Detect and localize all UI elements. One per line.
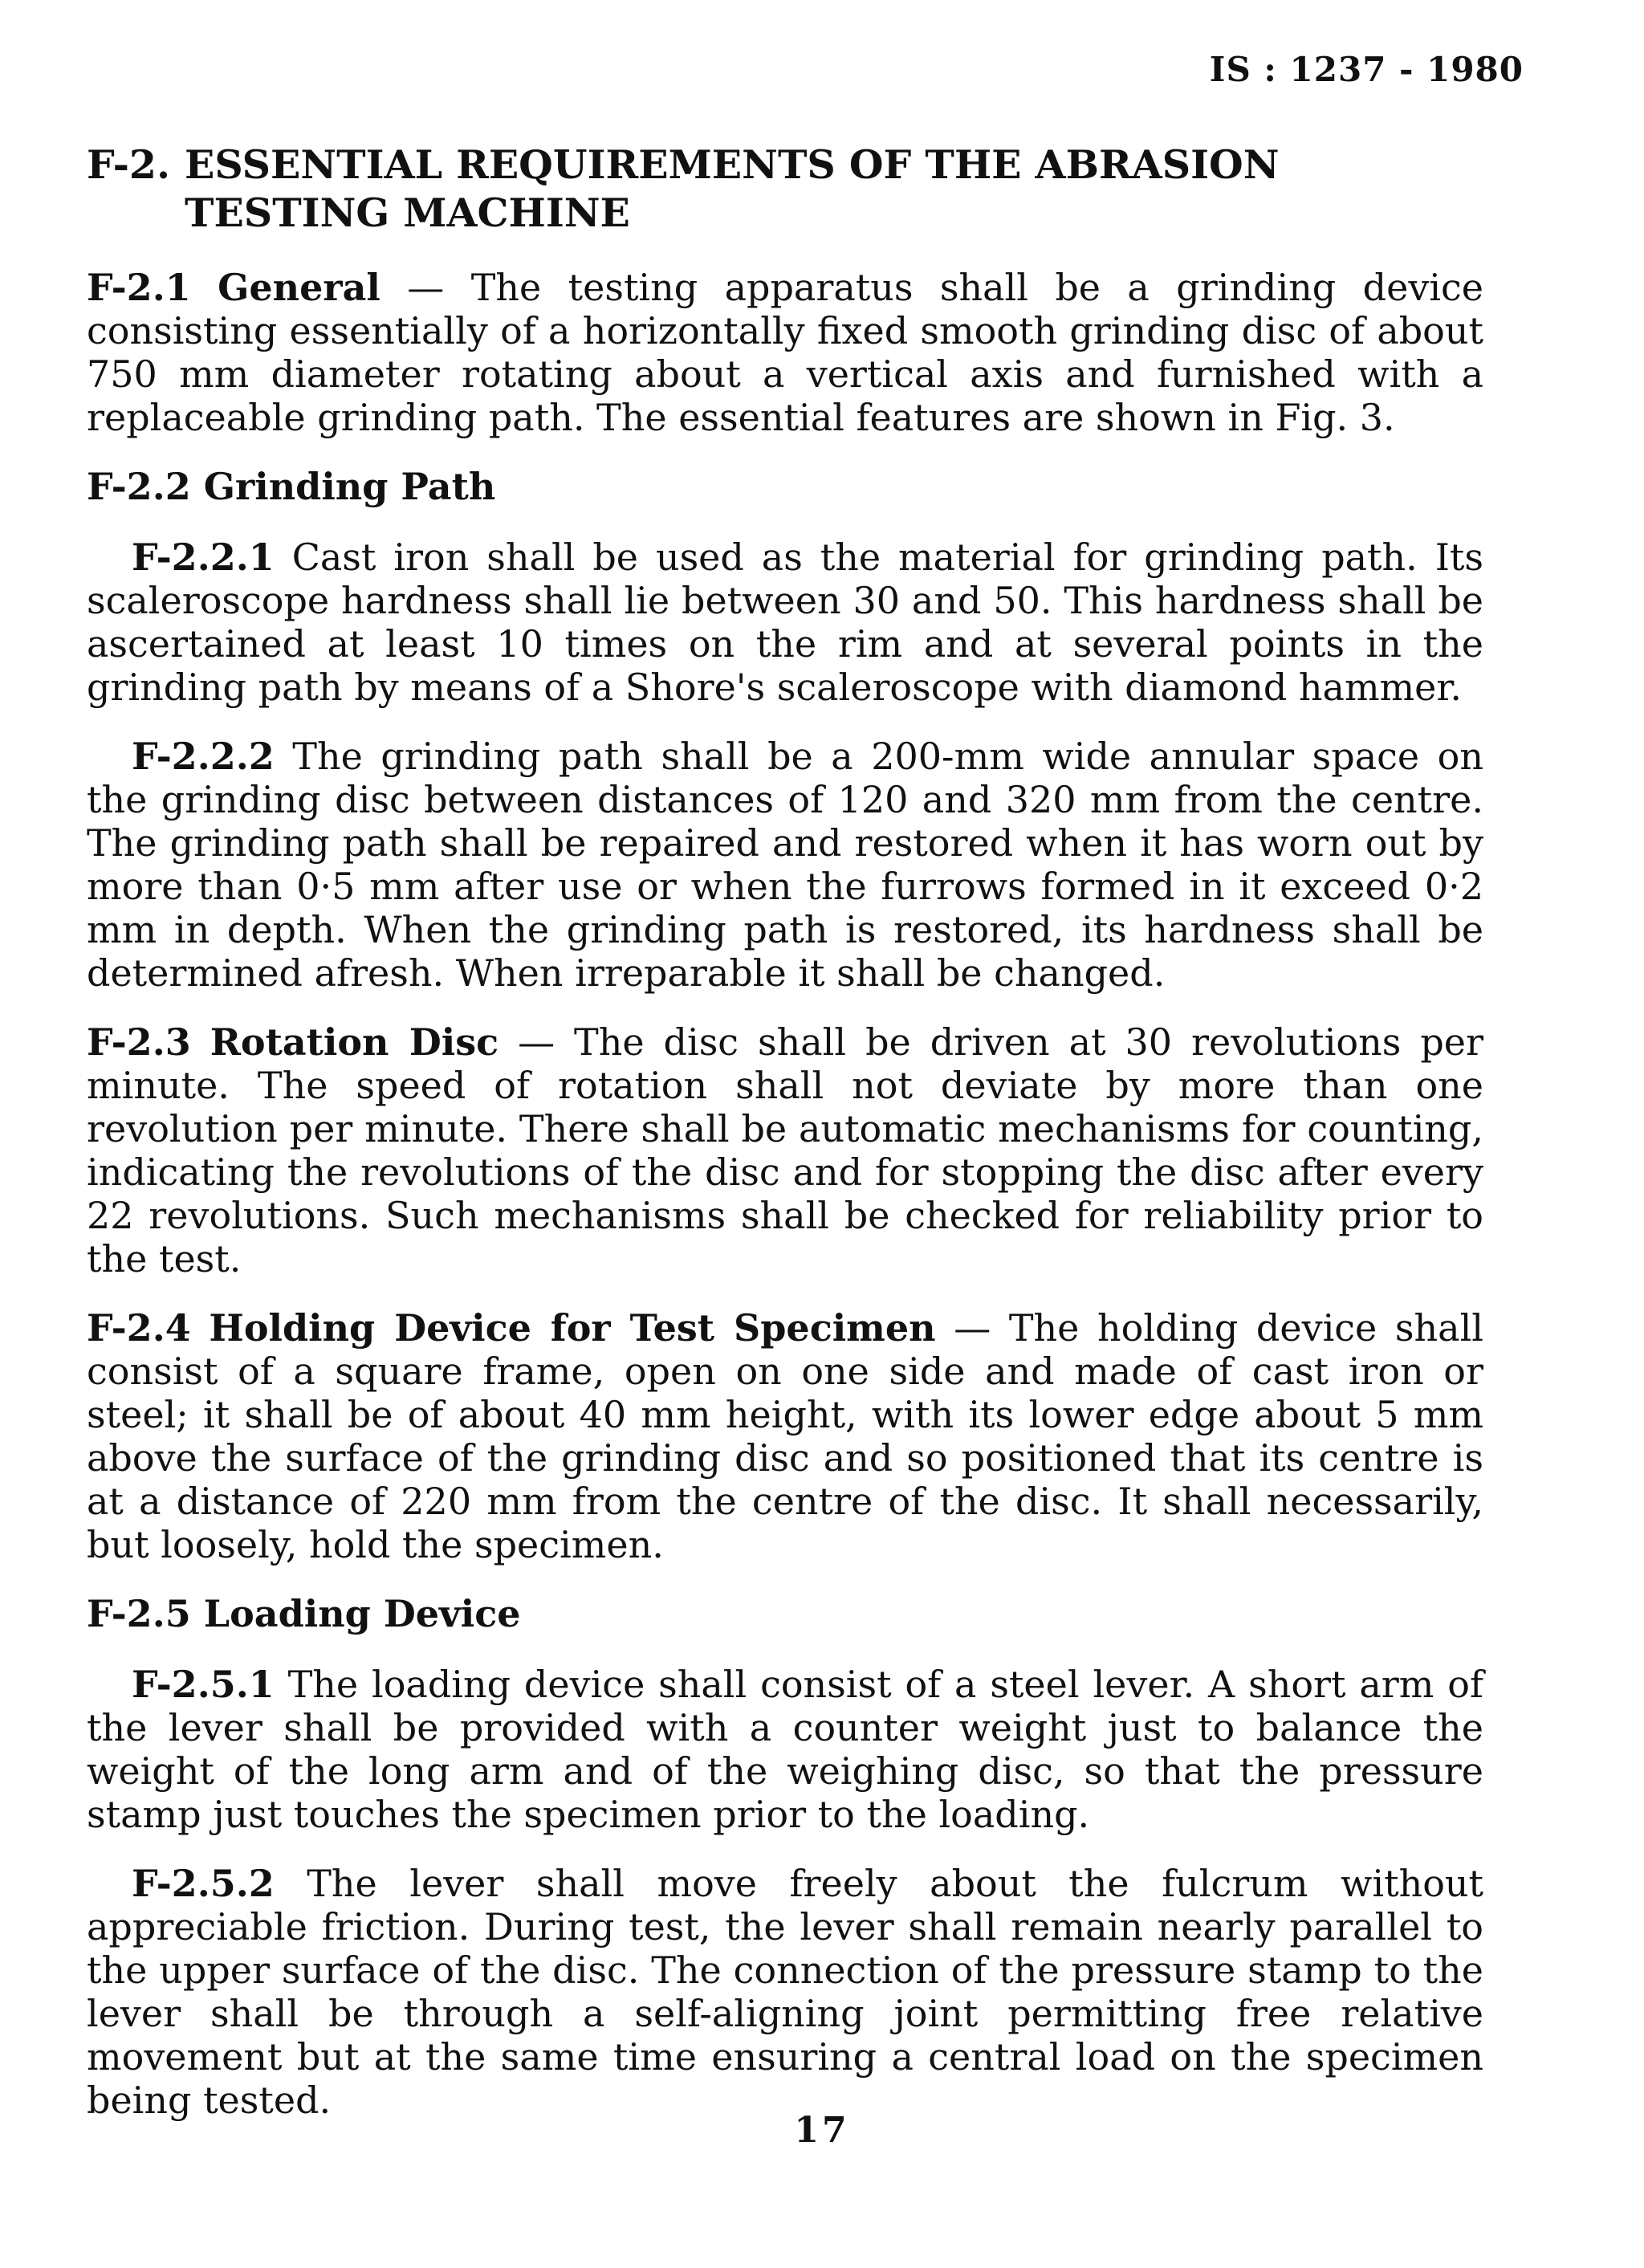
clause-title: Holding Device for Test Specimen [209,1306,936,1350]
clause-number: F-2.5.1 [132,1663,275,1706]
clause-title: Loading Device [203,1592,521,1635]
clause-dash: — [498,1020,575,1064]
document-body [87,140,1483,2148]
clause-text: The holding device shall consist of a square frame, open on one side and made of cast iron or steel; it shall be of about 40 mm height, with its lower edge about 5 mm above the surface of the grinding disc and so positioned that its centre is at a distance of 220 mm from the centre of the disc. It shall necessarily, but loosely, hold the specimen. [87,1306,1483,1566]
clause-f-2-1 [87,266,1483,439]
clause-number: F-2.5 [87,1592,191,1635]
clause-title: Grinding Path [203,465,496,508]
clause-text: The lever shall move freely about the fulcrum without appreciable friction. During test, the lever shall remain nearly parallel to the upper surface of the disc. The connection of the pressure stamp to the lever shall be through a self-aligning joint permitting free relative movement but at the same time ensuring a central load on the specimen being tested. [87,1862,1483,2122]
clause-f-2-4 [87,1306,1483,1566]
clause-text: The testing apparatus shall be a grinding device consisting essentially of a horizontally fixed smooth grinding disc of about 750 mm diameter rotating about a vertical axis and furnished with a replaceable grinding path. The essential features are shown in Fig. 3. [87,266,1484,439]
clause-number: F-2.3 [87,1020,191,1064]
section-number: F-2. [87,141,171,188]
clause-number: F-2.2 [87,465,191,508]
clause-number: F-2.4 [87,1306,191,1350]
clause-dash: — [380,266,471,309]
clause-f-2-2-2 [87,735,1483,995]
clause-dash: — [935,1306,1009,1350]
clause-f-2-2-1 [87,535,1483,709]
clause-number: F-2.5.2 [132,1862,275,1905]
page-number: 17 [794,2110,850,2151]
clause-number: F-2.2.1 [132,535,275,579]
clause-text: The loading device shall consist of a steel lever. A short arm of the lever shall be provided with a counter weight just to balance the weight of the long arm and of the weighing disc, so that the pressure stamp just touches the specimen prior to the loading. [87,1663,1483,1836]
clause-number: F-2.2.2 [132,735,275,778]
clause-f-2-3 [87,1020,1483,1281]
clause-number: F-2.1 [87,266,191,309]
clause-f-2-5-heading [87,1592,1483,1635]
clause-text: The grinding path shall be a 200-mm wide annular space on the grinding disc between distances of 120 and 320 mm from the centre. The grinding path shall be repaired and restored when it has worn out by more than 0·5 mm after use or when the furrows formed in it exceed 0·2 mm in depth. When the grinding path is restored, its hardness shall be determined afresh. When irreparable it shall be changed. [87,735,1483,995]
clause-title: General [218,266,380,309]
clause-text: Cast iron shall be used as the material for grinding path. Its scaleroscope hardness shall lie between 30 and 50. This hardness shall be ascertained at least 10 times on the rim and at several points in the grinding path by means of a Shore's scaleroscope with diamond hammer. [87,535,1484,709]
clause-title: Rotation Disc [210,1020,499,1064]
clause-text: The disc shall be driven at 30 revolutions per minute. The speed of rotation shall not deviate by more than one revolution per minute. There shall be automatic mechanisms for counting, indicating the revolutions of the disc and for stopping the disc after every 22 revolutions. Such mechanisms shall be checked for reliability prior to the test. [87,1020,1483,1281]
standard-code: IS : 1237 - 1980 [1209,50,1524,89]
clause-f-2-5-2 [87,1862,1483,2122]
clause-f-2-2-heading [87,465,1483,508]
clause-f-2-5-1 [87,1663,1483,1836]
section-title: ESSENTIAL REQUIREMENTS OF THE ABRASION TESTING MACHINE [185,141,1280,236]
section-heading [87,140,1483,237]
